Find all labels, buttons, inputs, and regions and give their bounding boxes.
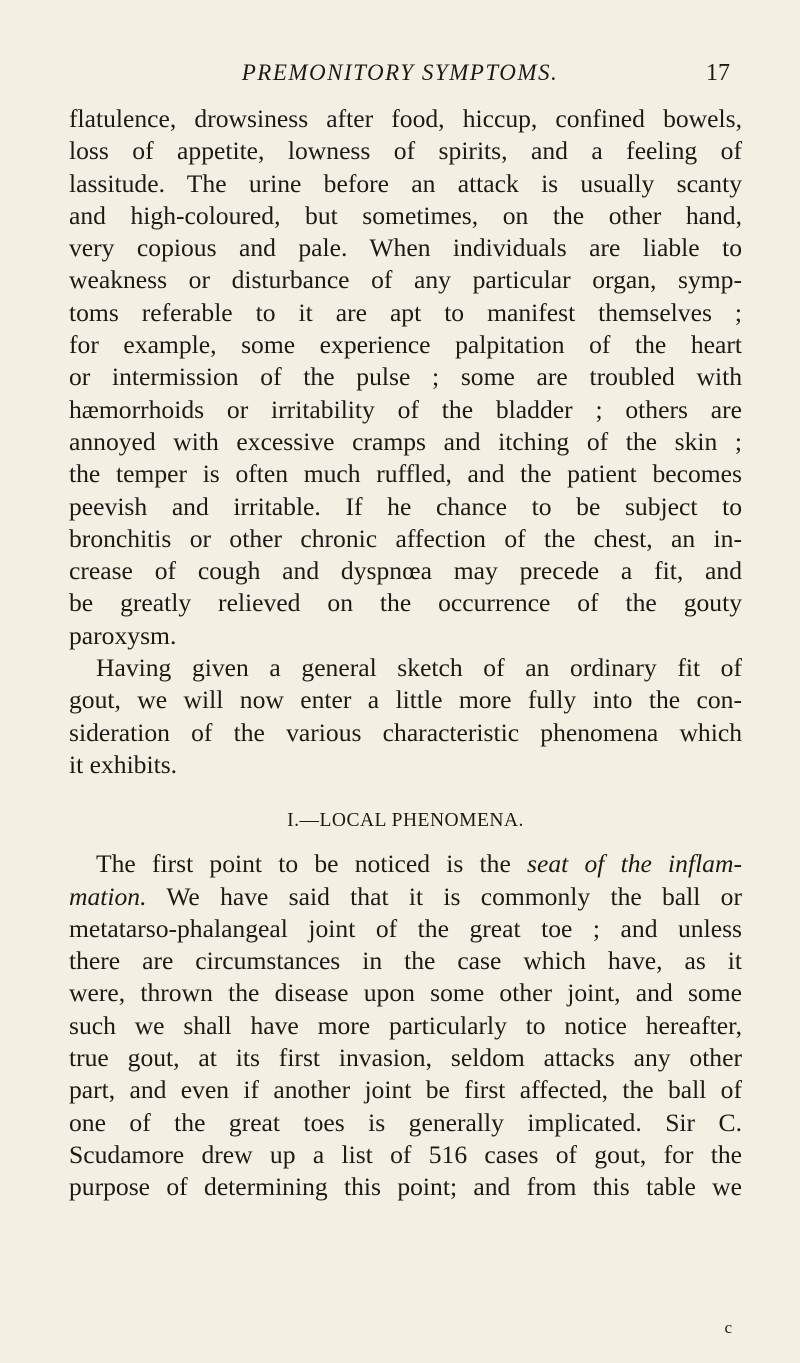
text-line: there are circumstances in the case which have, as it xyxy=(69,946,742,976)
text-line: one of the great toes is generally implicated. Sir C. xyxy=(69,1107,742,1137)
text-line: Having given a general sketch of an ordinary fit of xyxy=(96,653,742,683)
text-line: the temper is often much ruffled, and the patient becomes xyxy=(69,459,742,489)
text-line: true gout, at its first invasion, seldom attacks any other xyxy=(69,1043,742,1073)
text-line: annoyed with excessive cramps and itching of the skin ; xyxy=(69,426,742,456)
text-line: were, thrown the disease upon some other joint, and some xyxy=(69,978,742,1008)
page-number: 17 xyxy=(706,60,730,86)
running-head xyxy=(0,58,800,88)
text-line: paroxysm. xyxy=(69,620,177,650)
text-line: weakness or disturbance of any particular organ, symp- xyxy=(69,265,742,295)
section-heading: I.—LOCAL PHENOMENA. xyxy=(287,810,524,832)
text-line: toms referable to it are apt to manifest themselves ; xyxy=(69,297,742,327)
text-line: hæmorrhoids or irritability of the bladder ; others are xyxy=(69,394,742,424)
text-line: part, and even if another joint be first affected, the ball of xyxy=(69,1075,742,1105)
text-line: Scudamore drew up a list of 516 cases of gout, for the xyxy=(69,1139,742,1169)
text-line: such we shall have more particularly to notice hereafter, xyxy=(69,1010,742,1040)
text-line: gout, we will now enter a little more fully into the con- xyxy=(69,685,742,715)
text-line: flatulence, drowsiness after food, hiccup, confined bowels, xyxy=(69,104,742,133)
italic-phrase: seat of the inflam- xyxy=(527,849,742,879)
text-line: loss of appetite, lowness of spirits, and a feeling of xyxy=(69,136,742,166)
text-line: and high-coloured, but sometimes, on the other hand, xyxy=(69,200,742,230)
text-line: peevish and irritable. If he chance to be subject to xyxy=(69,491,742,521)
text-line: very copious and pale. When individuals are liable to xyxy=(69,233,742,263)
text-line: be greatly relieved on the occurrence of the gouty xyxy=(69,588,742,618)
text-line: purpose of determining this point; and from this table we xyxy=(69,1172,742,1202)
text-run: We have said that it is commonly the ball or xyxy=(146,881,742,911)
text-line: it exhibits. xyxy=(69,749,178,779)
text-line: for example, some experience palpitation of the heart xyxy=(69,330,742,360)
italic-phrase: mation. xyxy=(69,881,147,911)
text-line xyxy=(69,881,742,913)
text-line: crease of cough and dyspnœa may precede a fit, and xyxy=(69,556,742,586)
text-line xyxy=(69,848,742,880)
text-line: or intermission of the pulse ; some are troubled with xyxy=(69,362,742,392)
paragraph-general-sketch xyxy=(69,652,742,781)
running-title: PREMONITORY SYMPTOMS. xyxy=(241,60,559,85)
text-line: bronchitis or other chronic affection of the chest, an in- xyxy=(69,523,742,553)
text-line: metatarso-phalangeal joint of the great toe ; and unless xyxy=(69,913,742,943)
text-line: lassitude. The urine before an attack is usually scanty xyxy=(69,168,742,198)
signature-mark: c xyxy=(724,1318,732,1337)
paragraph-premonitory-symptoms xyxy=(69,103,742,652)
paragraph-seat-of-inflammation xyxy=(69,848,742,1203)
body-text xyxy=(69,103,742,1204)
text-run: The first point to be noticed is the xyxy=(96,849,528,879)
text-line: sideration of the various characteristic phenomena which xyxy=(69,717,742,747)
